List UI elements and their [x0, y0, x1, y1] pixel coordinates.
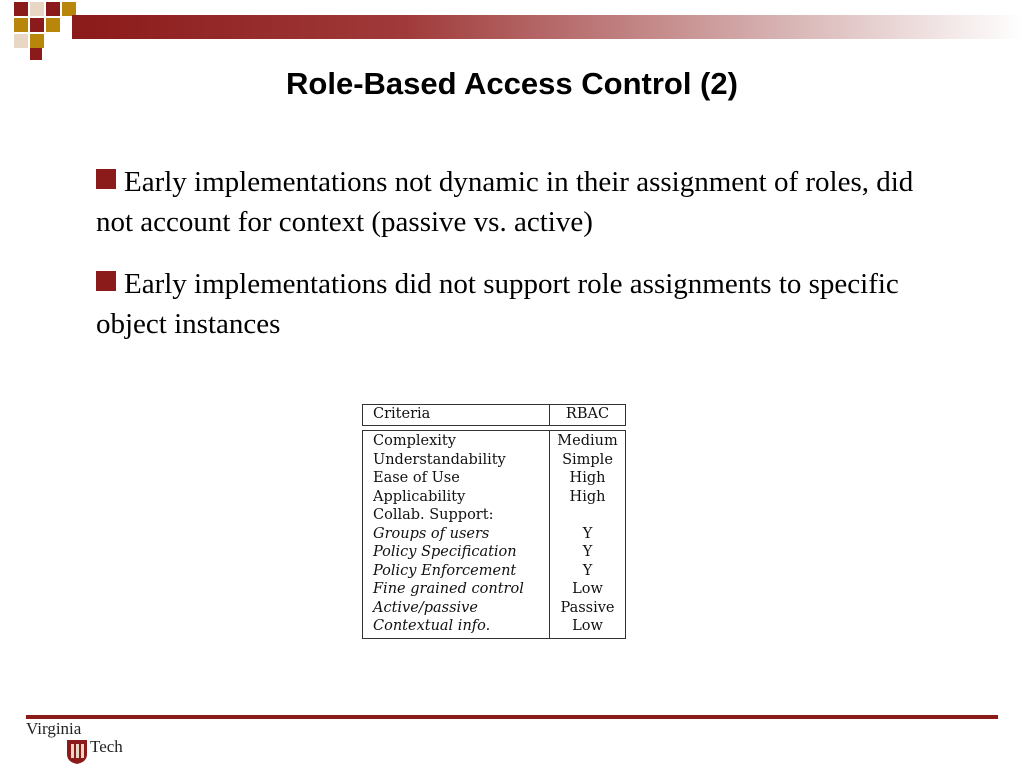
table-header-rbac: RBAC [565, 406, 610, 422]
bullet-square-icon [96, 271, 116, 291]
footer-divider [26, 715, 998, 719]
slide-title: Role-Based Access Control (2) [286, 66, 738, 101]
criteria-column [363, 431, 550, 638]
decor-square [30, 48, 42, 60]
table-cell-rbac: High [569, 470, 606, 486]
decor-square [14, 2, 28, 16]
bullet-square-icon [96, 169, 116, 189]
table-cell-rbac: Y [582, 525, 593, 542]
criteria-table [362, 404, 626, 639]
bullet-item [96, 264, 946, 344]
table-cell-rbac: Passive [560, 599, 615, 616]
table-cell-rbac [550, 506, 625, 525]
table-body [362, 430, 626, 639]
rbac-column [550, 431, 625, 638]
table-cell-rbac: Medium [557, 433, 618, 449]
table-cell-criteria: Fine grained control [373, 581, 524, 597]
table-cell-rbac: Low [572, 581, 603, 597]
table-cell-criteria: Policy Specification [373, 544, 517, 560]
decor-square [62, 2, 76, 16]
table-header-criteria: Criteria [363, 405, 550, 425]
header-decoration [0, 0, 1024, 62]
header-gradient-band [72, 15, 1024, 39]
decor-square [46, 18, 60, 32]
table-cell-criteria: Collab. Support: [373, 507, 494, 523]
table-header [362, 404, 626, 426]
bullet-text: Early implementations not dynamic in their assignment of roles, did not account for context (passive vs. active) [96, 166, 914, 238]
bullet-list [96, 162, 946, 366]
table-cell-rbac: High [569, 488, 606, 505]
table-cell-criteria: Understandability [373, 451, 506, 468]
logo-text-line1: Virginia [26, 719, 82, 738]
decor-square [14, 18, 28, 32]
table-cell-criteria: Applicability [373, 488, 466, 505]
table-cell-criteria: Contextual info. [373, 618, 491, 634]
decor-square [30, 34, 44, 48]
logo-text-line2: Tech [90, 737, 123, 756]
shield-icon [66, 739, 88, 765]
virginia-tech-logo [26, 719, 136, 767]
table-cell-rbac: Y [582, 544, 593, 560]
table-cell-rbac: Low [572, 618, 603, 634]
table-cell-criteria: Complexity [373, 433, 456, 449]
table-cell-criteria: Groups of users [373, 525, 490, 542]
bullet-text: Early implementations did not support role assignments to specific object instances [96, 268, 899, 340]
table-cell-criteria: Policy Enforcement [373, 562, 517, 579]
table-cell-criteria: Active/passive [373, 599, 478, 616]
decor-square [14, 34, 28, 48]
decor-square [46, 2, 60, 16]
decor-square [30, 2, 44, 16]
table-cell-rbac: Simple [562, 451, 613, 468]
table-cell-rbac: Y [582, 562, 593, 579]
bullet-item [96, 162, 946, 242]
table-cell-criteria: Ease of Use [373, 470, 460, 486]
decor-square [30, 18, 44, 32]
